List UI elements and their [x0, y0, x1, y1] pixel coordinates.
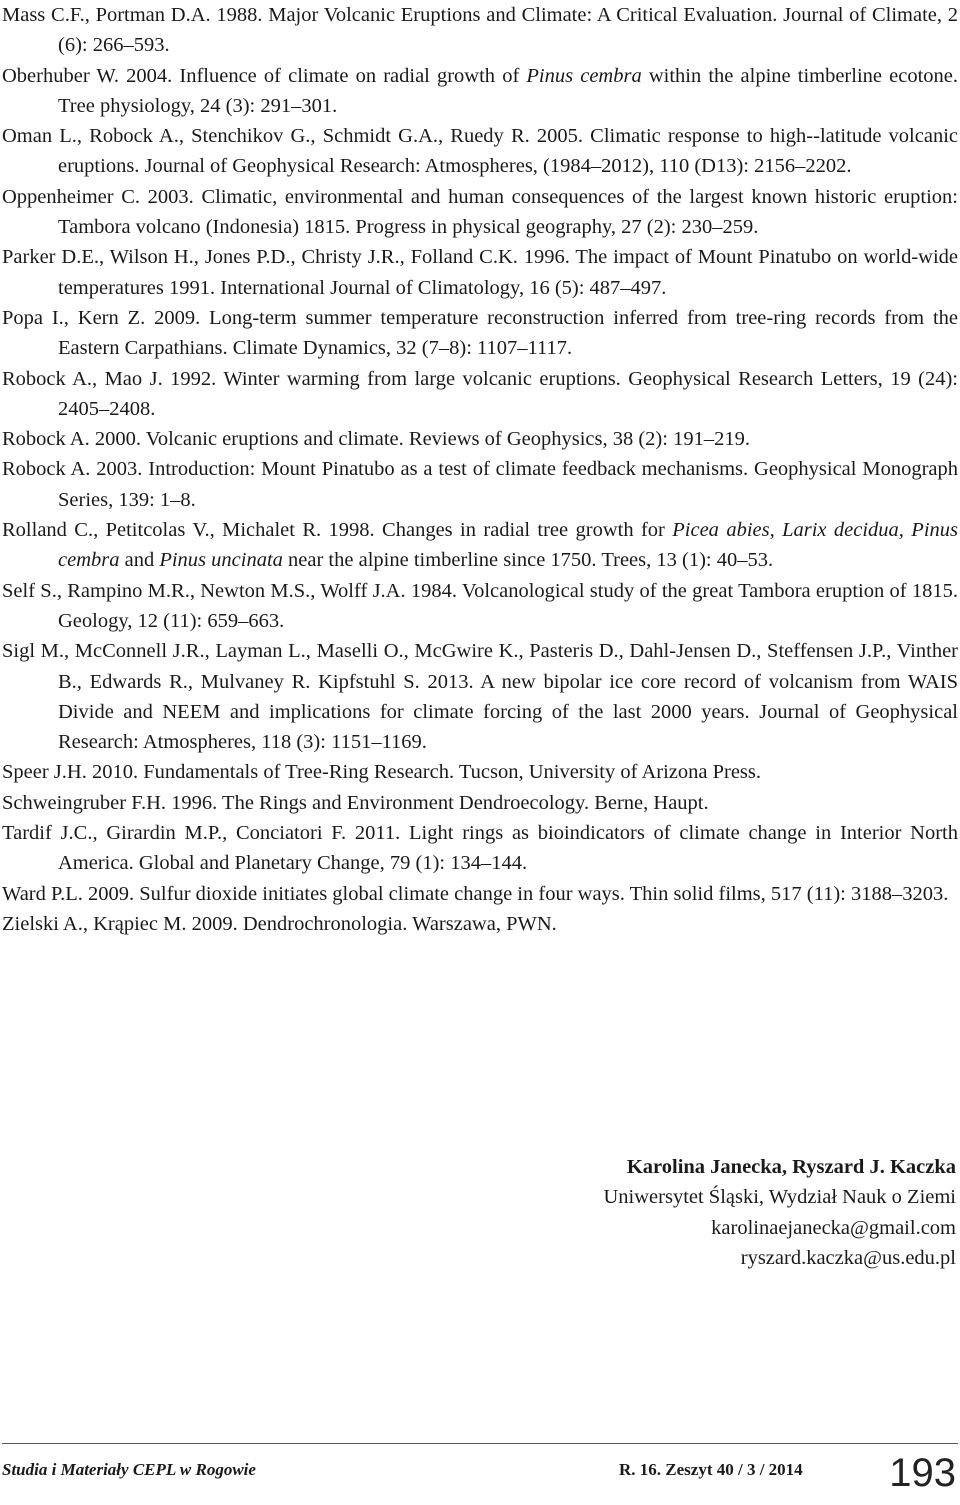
reference-entry: [2, 182, 958, 243]
reference-italic-text: Picea abies, Larix decidua, Pinus cembra: [58, 519, 958, 572]
reference-entry: [2, 454, 958, 515]
author-email-2[interactable]: ryszard.kaczka@us.edu.pl: [740, 1246, 956, 1269]
reference-text: Mass C.F., Portman D.A. 1988. Major Volcanic Eruptions and Climate: A Critical Evaluation. Journal of Climate, 2 (6): 266–593.: [2, 4, 958, 57]
reference-text: Robock A. 2000. Volcanic eruptions and climate. Reviews of Geophysics, 38 (2): 191–219.: [2, 428, 750, 451]
reference-entry: [2, 303, 958, 364]
reference-text: Rolland C., Petitcolas V., Michalet R. 1998. Changes in radial tree growth for: [2, 519, 673, 542]
reference-text: Oman L., Robock A., Stenchikov G., Schmidt G.A., Ruedy R. 2005. Climatic response to high--latitude volcanic eruptions. Journal of Geophysical Research: Atmospheres, (1984–2012), 110 (D13): 2156–2202.: [2, 125, 958, 178]
reference-text: Sigl M., McConnell J.R., Layman L., Maselli O., McGwire K., Pasteris D., Dahl-Jensen D., Steffensen J.P., Vinther B., Edwards R., Mulvaney R. Kipfstuhl S. 2013. A new bipolar ice core record of volcanism from WAIS Divide and NEEM and implications for climate forcing of the last 2000 years. Journal of Geophysical Research: Atmospheres, 118 (3): 1151–1169.: [2, 640, 958, 754]
reference-entry: [2, 818, 958, 879]
reference-entry: [2, 242, 958, 303]
reference-entry: [2, 909, 958, 939]
reference-text: Zielski A., Krąpiec M. 2009. Dendrochronologia. Warszawa, PWN.: [2, 912, 557, 935]
reference-text: Robock A., Mao J. 1992. Winter warming from large volcanic eruptions. Geophysical Research Letters, 19 (24): 2405–2408.: [2, 367, 958, 420]
reference-entry: [2, 879, 958, 909]
reference-text: and: [119, 549, 160, 572]
reference-text: Popa I., Kern Z. 2009. Long-term summer temperature reconstruction inferred from tree-ring records from the Eastern Carpathians. Climate Dynamics, 32 (7–8): 1107–1117.: [2, 306, 958, 360]
footer-divider: [2, 1443, 958, 1444]
reference-text: Oberhuber W. 2004. Influence of climate on radial growth of: [2, 64, 527, 87]
reference-text: Parker D.E., Wilson H., Jones P.D., Christy J.R., Folland C.K. 1996. The impact of Mount Pinatubo on world-wide temperatures 1991. International Journal of Climatology, 16 (5): 487–497.: [2, 246, 958, 299]
reference-list: [2, 0, 958, 939]
reference-text: Self S., Rampino M.R., Newton M.S., Wolff J.A. 1984. Volcanological study of the great Tambora eruption of 1815. Geology, 12 (11): 659–663.: [2, 579, 958, 632]
footer-issue: R. 16. Zeszyt 40 / 3 / 2014: [619, 1460, 803, 1479]
reference-entry: [2, 636, 958, 757]
author-affiliation: Uniwersytet Śląski, Wydział Nauk o Ziemi: [603, 1186, 956, 1209]
reference-italic-text: Pinus uncinata: [159, 549, 283, 572]
reference-entry: [2, 364, 958, 425]
reference-text: Ward P.L. 2009. Sulfur dioxide initiates global climate change in four ways. Thin solid films, 517 (11): 3188–3203.: [2, 882, 949, 905]
reference-italic-text: Pinus cembra: [526, 64, 642, 87]
reference-entry: [2, 0, 958, 61]
page-number: 193: [889, 1451, 956, 1495]
reference-text: Oppenheimer C. 2003. Climatic, environmental and human consequences of the largest known historic eruption: Tambora volcano (Indonesia) 1815. Progress in physical geography, 27 (2): 230–259.: [2, 185, 958, 239]
footer-journal-title: Studia i Materiały CEPL w Rogowie: [2, 1460, 256, 1479]
reference-text: near the alpine timberline since 1750. Trees, 13 (1): 40–53.: [282, 549, 774, 572]
author-block: [603, 1152, 956, 1273]
author-email-1[interactable]: karolinaejanecka@gmail.com: [711, 1216, 956, 1239]
reference-text: Speer J.H. 2010. Fundamentals of Tree-Ring Research. Tucson, University of Arizona Press.: [2, 761, 762, 784]
author-names: Karolina Janecka, Ryszard J. Kaczka: [626, 1156, 956, 1178]
reference-entry: [2, 424, 958, 454]
reference-text: Schweingruber F.H. 1996. The Rings and Environment Dendroecology. Berne, Haupt.: [2, 791, 709, 814]
reference-entry: [2, 788, 958, 818]
reference-entry: [2, 61, 958, 122]
reference-entry: [2, 121, 958, 182]
reference-entry: [2, 757, 958, 787]
reference-text: Robock A. 2003. Introduction: Mount Pinatubo as a test of climate feedback mechanisms. Geophysical Monograph Series, 139: 1–8.: [2, 458, 958, 511]
reference-entry: [2, 515, 958, 576]
reference-text: within the alpine timberline ecotone. Tree physiology, 24 (3): 291–301.: [58, 64, 958, 117]
reference-text: Tardif J.C., Girardin M.P., Conciatori F. 2011. Light rings as bioindicators of climate change in Interior North America. Global and Planetary Change, 79 (1): 134–144.: [2, 822, 958, 875]
reference-entry: [2, 576, 958, 637]
